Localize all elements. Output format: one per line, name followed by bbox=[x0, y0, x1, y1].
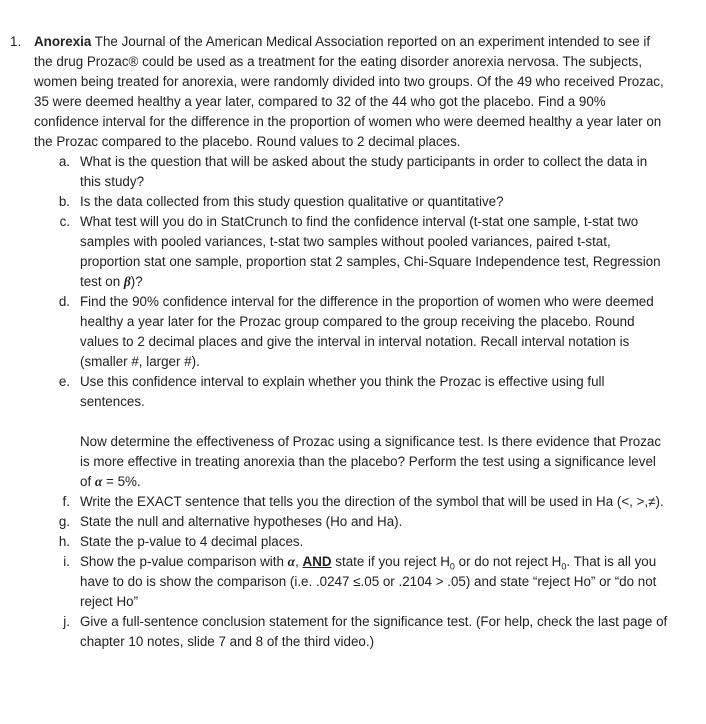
part-text-segment: . That is all you have to do is show the comparison (i.e. .0247 ≤.05 or .2104 > .05) and state “reject Ho” or “do not reject Ho” bbox=[80, 554, 657, 609]
part-i bbox=[10, 552, 670, 612]
part-text bbox=[80, 212, 670, 292]
part-text-segment: Show the p-value comparison with bbox=[80, 554, 288, 569]
part-letter: e. bbox=[58, 374, 70, 389]
part-text: Use this confidence interval to explain whether you think the Prozac is effective using full sentences. bbox=[80, 374, 605, 409]
transition-paragraph bbox=[10, 432, 670, 492]
alpha-symbol: α bbox=[287, 554, 296, 569]
part-g bbox=[10, 512, 670, 532]
part-text-segment: or do not reject H bbox=[454, 554, 562, 569]
part-letter: d. bbox=[58, 294, 70, 309]
part-text-segment: state if you reject H bbox=[331, 554, 450, 569]
part-e bbox=[10, 372, 670, 412]
spacer bbox=[10, 412, 670, 432]
part-text: What is the question that will be asked about the study participants in order to collect the data in this study? bbox=[80, 154, 648, 189]
alpha-symbol: α bbox=[94, 474, 103, 489]
problem-header bbox=[10, 32, 670, 152]
transition-text: = 5%. bbox=[102, 474, 141, 489]
part-d bbox=[10, 292, 670, 372]
part-text: State the p-value to 4 decimal places. bbox=[80, 534, 304, 549]
part-text-segment: )? bbox=[130, 274, 143, 289]
part-text: Is the data collected from this study question qualitative or quantitative? bbox=[80, 194, 504, 209]
part-text: State the null and alternative hypotheses (Ho and Ha). bbox=[80, 514, 403, 529]
and-emphasis: AND bbox=[302, 554, 332, 569]
subscript-zero: 0 bbox=[561, 561, 567, 572]
part-text bbox=[80, 552, 670, 612]
part-letter: j. bbox=[63, 614, 70, 629]
part-c bbox=[10, 212, 670, 292]
part-a bbox=[10, 152, 670, 192]
part-text-segment: , bbox=[295, 554, 303, 569]
problem-intro-text: The Journal of the American Medical Association reported on an experiment intended to see if the drug Prozac® could be used as a treatment for the eating disorder anorexia nervosa. The subjects, women being treated for anorexia, were randomly divided into two groups. Of the 49 who received Prozac, 35 were deemed healthy a year later, compared to 32 of the 44 who got the placebo. Find a 90% confidence interval for the difference in the proportion of women who were deemed healthy a year later on the Prozac compared to the placebo. Round values to 2 decimal places. bbox=[34, 34, 664, 149]
part-letter: c. bbox=[59, 214, 70, 229]
subscript-zero: 0 bbox=[449, 561, 455, 572]
part-letter: b. bbox=[58, 194, 70, 209]
part-letter: i. bbox=[63, 554, 70, 569]
part-text: Find the 90% confidence interval for the difference in the proportion of women who were deemed healthy a year later for the Prozac group compared to the group receiving the placebo. Round values to 2 decimal places and give the interval in interval notation. Recall interval notation is (smaller #, larger #). bbox=[80, 294, 654, 369]
beta-symbol: β bbox=[123, 274, 131, 289]
part-text: Give a full-sentence conclusion statement for the significance test. (For help, check the last page of chapter 10 notes, slide 7 and 8 of the third video.) bbox=[80, 614, 668, 649]
problem-title: Anorexia bbox=[34, 34, 92, 49]
part-b bbox=[10, 192, 670, 212]
part-text: Write the EXACT sentence that tells you the direction of the symbol that will be used in Ha (<, >,≠). bbox=[80, 494, 664, 509]
part-letter: g. bbox=[58, 514, 70, 529]
part-letter: h. bbox=[58, 534, 70, 549]
part-letter: f. bbox=[62, 494, 70, 509]
part-j bbox=[10, 612, 670, 652]
problem-number: 1. bbox=[10, 34, 22, 49]
transition-text: Now determine the effectiveness of Prozac using a significance test. Is there evidence that Prozac is more effective in treating anorexia than the placebo? Perform the test using a significance level of bbox=[80, 434, 662, 489]
problem-1 bbox=[10, 32, 670, 652]
sub-question-list bbox=[10, 152, 670, 652]
part-text-segment: What test will you do in StatCrunch to find the confidence interval (t-stat one sample, t-stat two samples with pooled variances, t-stat two samples without pooled variances, paired t-stat, proportion stat one sample, proportion stat 2 samples, Chi-Square Independence test, Regression test on bbox=[80, 214, 661, 289]
part-letter: a. bbox=[58, 154, 70, 169]
part-h bbox=[10, 532, 670, 552]
problem-intro bbox=[34, 32, 670, 152]
part-f bbox=[10, 492, 670, 512]
